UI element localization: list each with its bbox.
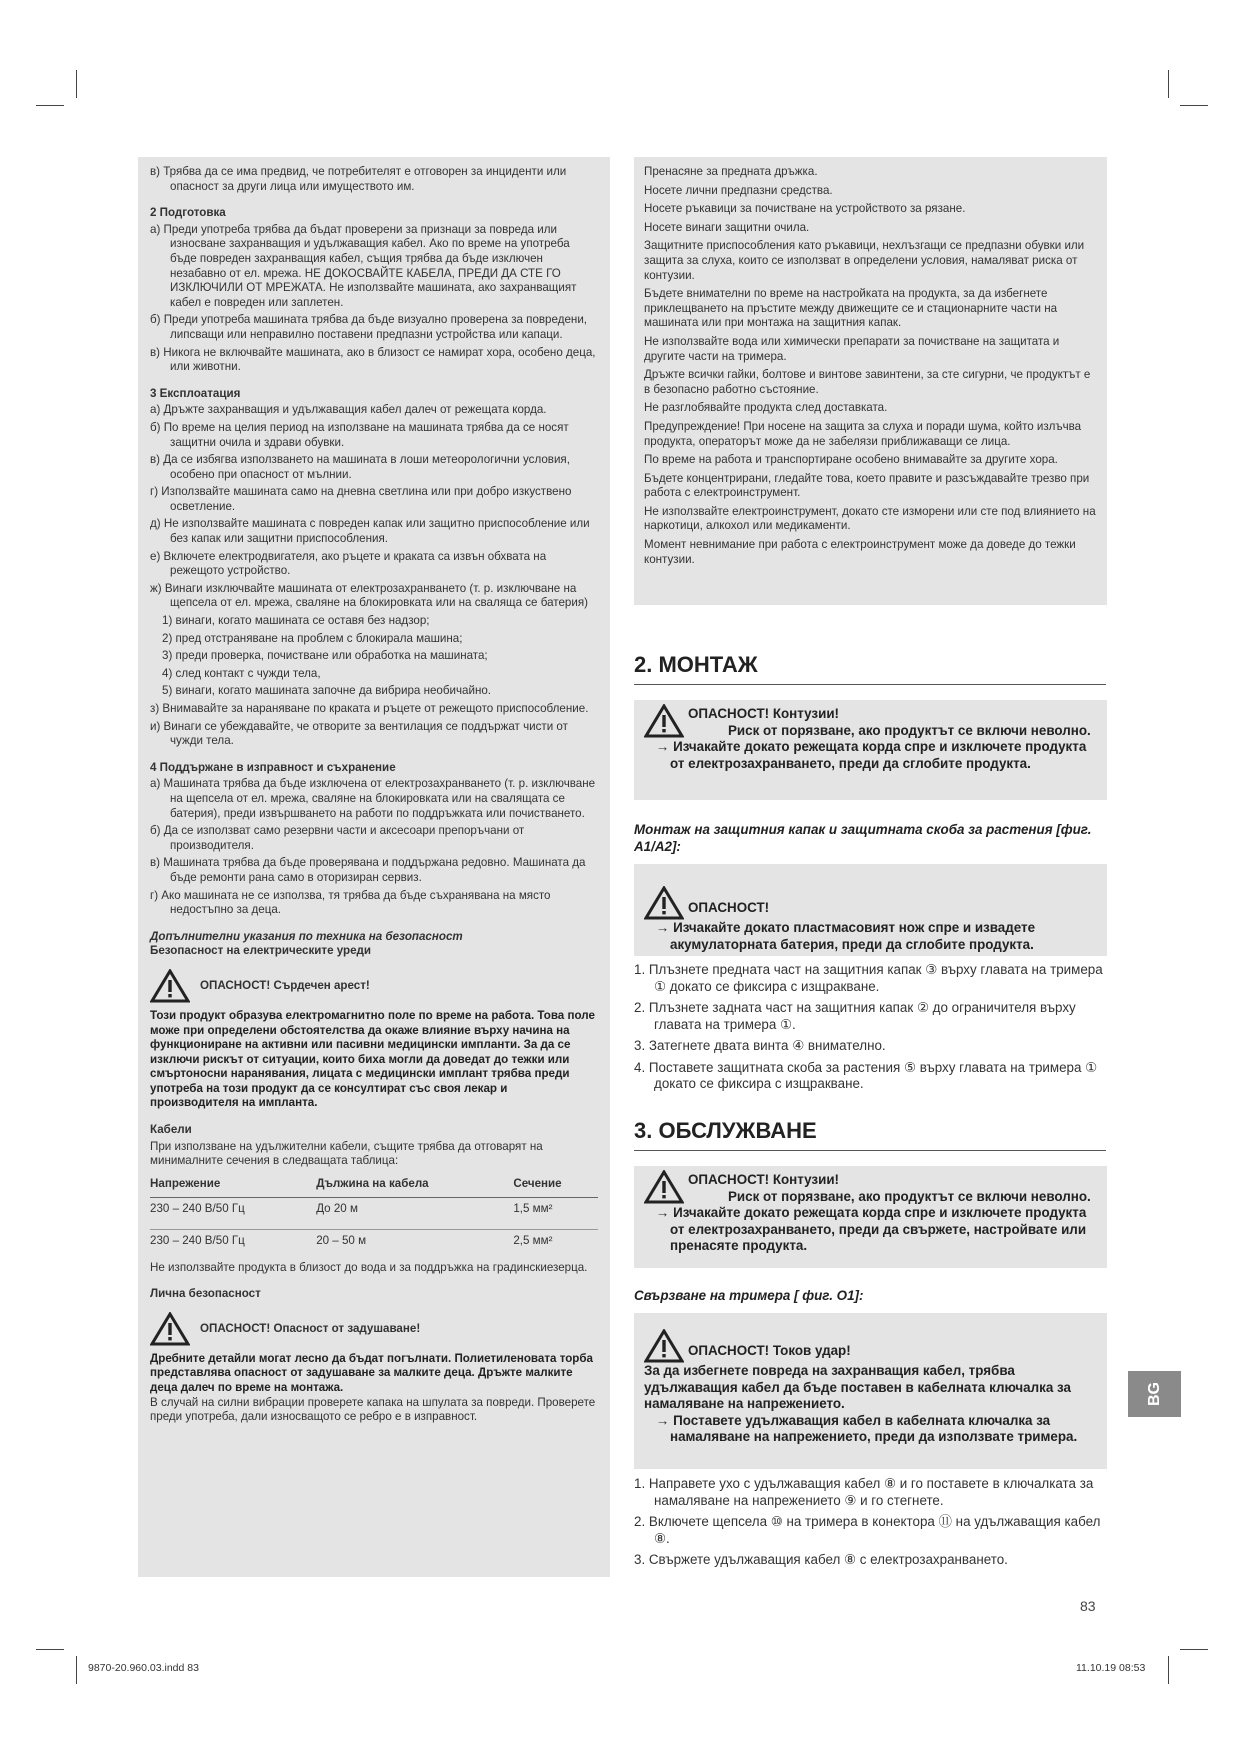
service-warning: [634, 1166, 1107, 1268]
footer-filename: 9870-20.960.03.indd 83: [88, 1662, 199, 1674]
safety-note: Пренасяне за предната дръжка.: [644, 165, 818, 178]
table-header: Сечение: [513, 1173, 598, 1198]
montage-subtitle: Монтаж на защитния капак и защитната скоба за растения [фиг. A1/A2]:: [634, 822, 1092, 854]
warning-triangle-icon: [644, 1329, 684, 1363]
s3-item-z: з) Внимавайте за нараняване по краката и ръцете от режещото приспособление.: [150, 702, 589, 715]
s2-item-a: а) Преди употреба трябва да бъдат проверени за признаци за повреда или износване захранващия и удължаващия кабел. Ако по време на употреба бъде повреден захранващия кабел, същия трябва да бъде изключен незабавно от ел. мрежа. НЕ ДОКОСВАЙТЕ КАБЕЛА, ПРЕДИ ДА СТЕ ГО ИЗКЛЮЧИЛИ ОТ МРЕЖАТА. Не използвайте машината, ако захранващият кабел е повреден или заплетен.: [150, 222, 577, 309]
s3-item: ж) Винаги изключвайте машината от електрозахранването (т. р. изключване на щепсела от ел. мрежа, сваляне на блокировката или на сваляща се батерия): [150, 581, 588, 610]
crop-mark: [76, 70, 77, 98]
s4-item: а) Машината трябва да бъде изключена от електрозахранването (т. р. изключване на щепсела от ел. мрежа, сваляне на блокировката или на свалящата се батерия), преди извършването на работи по поддръжката или почистването.: [150, 777, 596, 820]
additional-safety-title: Допълнителни указания по техника на безопасност: [150, 929, 463, 943]
safety-note: Момент невнимание при работа с електроинструмент може да доведе до тежки контузии.: [644, 538, 1076, 566]
safety-note: Носете ръкавици за почистване на устройството за рязане.: [644, 202, 966, 216]
s3-item: а) Дръжте захранващия и удължаващия кабел далеч от режещата корда.: [150, 403, 547, 417]
table-cell: 230 – 240 В/50 Гц: [150, 1234, 245, 1248]
cable-table: [150, 1173, 598, 1253]
step-item: 2. Плъзнете задната част на защитния капак ② до ограничителя върху главата на тримера ①.: [634, 1000, 1076, 1032]
warning-triangle-icon: [644, 704, 684, 738]
s3-subitem: 3) преди проверка, почистване или обработка на машината;: [162, 649, 488, 663]
s3-item: д) Не използвайте машината с повреден капак или защитно приспособление или без капак или защитни приспособления.: [150, 517, 590, 546]
s3-item: в) Да се избягва използването на машината в лоши метеорологични условия, особено при опасност от мълнии.: [150, 453, 570, 481]
safety-note: Защитните приспособления като ръкавици, нехлъзгащи се предпазни обувки или защита за слуха, които се използват в определени условия, намаляват риска от контузии.: [644, 239, 1085, 282]
intro-item: в) Трябва да се има предвид, че потребителят е отговорен за инциденти или опасност за други лица или имуществото им.: [150, 165, 567, 193]
step-item: 2. Включете щепсела ⑩ на тримера в конектора ⑪ на удължаващия кабел ⑧.: [634, 1514, 1101, 1546]
table-cell: До 20 м: [316, 1198, 513, 1230]
section-4-heading: 4 Поддържане в изправност и съхранение: [150, 760, 396, 774]
crop-mark: [36, 105, 64, 106]
s2-item-v: в) Никога не включвайте машината, ако в близост се намират хора, особено деца, или животни.: [150, 345, 596, 374]
language-tab-label: BG: [1145, 1382, 1163, 1406]
crop-mark: [1180, 105, 1208, 106]
section-2-heading: 2 Подготовка: [150, 206, 226, 220]
safety-note: Не използвайте вода или химически препарати за почистване на защитата и другите части на тримера.: [644, 334, 1060, 363]
after-table-text: Не използвайте продукта в близост до вода и за поддръжка на градинскиезерца.: [150, 1260, 588, 1274]
cables-text: При използване на удължителни кабели, същите трябва да отговарят на минималните сечения в следващата таблица:: [150, 1139, 543, 1168]
montage-warning-action: → Изчакайте докато режещата корда спре и изключете продукта от електрозахранването, преди да сглобите продукта.: [656, 739, 1087, 771]
table-row: [150, 1230, 598, 1253]
safety-note: По време на работа и транспортиране особено внимавайте за другите хора.: [644, 453, 1058, 467]
page-number: 83: [1080, 1598, 1096, 1614]
left-safety-column: [138, 157, 610, 1577]
crop-mark: [1168, 1656, 1169, 1684]
safety-note: Предупреждение! При носене на защита за слуха и поради шума, който излъчва продукта, операторът може да не забелязи приближаващи се лица.: [644, 419, 1082, 448]
crop-mark: [1168, 70, 1169, 98]
step-item: 1. Плъзнете предната част на защитния капак ③ върху главата на тримера ① докато се фиксира с изщракване.: [634, 962, 1103, 994]
warning-cardiac-title: ОПАСНОСТ! Сърдечен арест!: [200, 978, 370, 992]
safety-note: Не използвайте електроинструмент, докато сте изморени или сте под влиянието на наркотици, алкохол или медикаменти.: [644, 504, 1096, 533]
table-header: Напрежение: [150, 1173, 316, 1198]
service-subtitle: Свързване на тримера [ фиг. O1]:: [634, 1288, 864, 1303]
warning-triangle-icon: [150, 969, 190, 1003]
table-cell: 1,5 мм²: [513, 1198, 598, 1230]
step-item: 3. Затегнете двата винта ④ внимателно.: [634, 1038, 886, 1053]
s3-subitem: 5) винаги, когато машината започне да вибрира необичайно.: [162, 684, 492, 698]
footer-timestamp: 11.10.19 08:53: [1076, 1662, 1146, 1674]
electrical-safety-title: Безопасност на електрическите уреди: [150, 944, 372, 958]
service-warning-action: → Изчакайте докато режещата корда спре и изключете продукта от електрозахранването, преди да свържете, настройвате или пренасяте продукта.: [656, 1205, 1087, 1253]
service-warning-line: Риск от порязване, ако продуктът се включи неволно.: [728, 1188, 1091, 1204]
s3-subitem: 2) пред отстраняване на проблем с блокирала машина;: [162, 631, 463, 645]
crop-mark: [36, 1649, 64, 1650]
montage-warning: [634, 700, 1107, 800]
s3-item-i: и) Винаги се убеждавайте, че отворите за вентилация се поддържат чисти от чужди тела.: [150, 719, 568, 748]
safety-note: Носете винаги защитни очила.: [644, 220, 810, 234]
montage-steps: [634, 962, 1106, 1098]
step-item: 1. Направете ухо с удължаващия кабел ⑧ и го поставете в ключалката за намаляване на напрежението ⑨ и го стегнете.: [634, 1476, 1094, 1508]
service-steps: [634, 1476, 1106, 1574]
montage-warning-title: ОПАСНОСТ! Контузии!: [688, 706, 840, 721]
table-cell: 230 – 240 В/50 Гц: [150, 1198, 316, 1230]
warning-triangle-icon: [644, 886, 684, 920]
step-item: 4. Поставете защитната скоба за растения ⑤ върху главата на тримера ① докато се фиксира с изщракване.: [634, 1059, 1098, 1091]
service-title: 3. ОБСЛУЖВАНЕ: [634, 1118, 1106, 1151]
final-text: В случай на силни вибрации проверете капака на шпулата за повреди. Проверете преди употреба, дали износващото се ребро е в изправност.: [150, 1395, 596, 1424]
safety-note: Бъдете концентрирани, гледайте това, което правите и разсъждавайте трезво при работа с електроинструмент.: [644, 471, 1090, 500]
right-safety-box: [634, 157, 1107, 605]
service-warning-2-text: За да избегнете повреда на захранващия кабел, трябва удължаващия кабел да бъде поставен в кабелната ключалка за намаляване на напрежението.: [644, 1363, 1071, 1411]
safety-note: Бъдете внимателни по време на настройката на продукта, за да избегнете приклещването на пръстите между движещите се и стационарните части на машината или при монтажа на защитния капак.: [644, 287, 1058, 330]
s4-item: в) Машината трябва да бъде проверявана и поддържана редовно. Машината да бъде ремонти рана само в оторизиран сервиз.: [150, 856, 586, 884]
montage-title: 2. МОНТАЖ: [634, 652, 1106, 685]
warning-triangle-icon: [644, 1170, 684, 1204]
safety-note: Дръжте всички гайки, болтове и винтове завинтени, за сте сигурни, че продуктът е в безопасно работно състояние.: [644, 368, 1091, 396]
s3-subitem: 1) винаги, когато машината се оставя без надзор;: [162, 614, 430, 628]
service-warning-2-title: ОПАСНОСТ! Токов удар!: [688, 1343, 851, 1358]
table-header: Дължина на кабела: [316, 1173, 513, 1198]
crop-mark: [76, 1656, 77, 1684]
service-warning-2-action: → Поставете удължаващия кабел в кабелната ключалка за намаляване на напрежението, преди да използвате тримера.: [656, 1412, 1078, 1444]
step-item: 3. Свържете удължаващия кабел ⑧ с електрозахранването.: [634, 1552, 1008, 1567]
montage-warning-2-title: ОПАСНОСТ!: [688, 900, 770, 915]
s3-subitem: 4) след контакт с чужди тела,: [162, 666, 321, 680]
table-row: [150, 1198, 598, 1230]
safety-note: Не разглобявайте продукта след доставката.: [644, 401, 888, 415]
s3-item: е) Включете електродвигателя, ако ръцете и краката са извън обхвата на режещото устройство.: [150, 549, 547, 578]
s4-item: б) Да се използват само резервни части и аксесоари препоръчани от производителя.: [150, 824, 525, 852]
table-cell: 2,5 мм²: [513, 1234, 553, 1248]
warning-choking-text: Дребните детайли могат лесно да бъдат погълнати. Полиетиленовата торба представлява опасност от задушаване за малките деца. Дръжте малките деца далеч по време на монтажа.: [150, 1351, 593, 1394]
language-tab: [1128, 1371, 1181, 1417]
safety-note: Носете лични предпазни средства.: [644, 183, 833, 197]
montage-warning-2-action: → Изчакайте докато пластмасовият нож спре и извадете акумулаторната батерия, преди да сглобите продукта.: [656, 920, 1036, 952]
table-cell: 20 – 50 м: [316, 1234, 367, 1248]
service-warning-title: ОПАСНОСТ! Контузии!: [688, 1172, 840, 1187]
cables-title: Кабели: [150, 1123, 192, 1137]
s3-item: б) По време на целия период на използване на машината трябва да се носят защитни очила и здрави обувки.: [150, 420, 569, 449]
warning-choking: [150, 1312, 598, 1346]
s3-item: г) Използвайте машината само на дневна светлина или при добро изкуствено осветление.: [150, 485, 572, 513]
warning-cardiac-text: Този продукт образува електромагнитно поле по време на работа. Това поле може при определени обстоятелства да окаже влияние върху начина на функциониране на активни или пасивни медицински импланти. За да се изключи рискът от ситуации, които биха могли да доведат до тежки или смъртоносни наранявания, лицата с медицински имплант трябва преди употреба на този продукт да се консултират със своя лекар и производителя на импланта.: [150, 1008, 595, 1110]
warning-choking-title: ОПАСНОСТ! Опасност от задушаване!: [200, 1321, 421, 1335]
crop-mark: [1180, 1649, 1208, 1650]
warning-triangle-icon: [150, 1312, 190, 1346]
warning-cardiac: [150, 969, 598, 1003]
section-3-heading: 3 Експлоатация: [150, 386, 241, 400]
montage-warning-2: [634, 864, 1107, 956]
s2-item-b: б) Преди употреба машината трябва да бъде визуално проверена за повредени, липсващи или неправилно поставени предпазни устройства или капаци.: [150, 313, 588, 341]
personal-safety-title: Лична безопасност: [150, 1287, 261, 1301]
service-warning-2: [634, 1313, 1107, 1469]
montage-warning-line: Риск от порязване, ако продуктът се включи неволно.: [728, 722, 1091, 738]
s4-item: г) Ако машината не се използва, тя трябва да бъде съхранявана на място недостъпно за деца.: [150, 888, 551, 917]
